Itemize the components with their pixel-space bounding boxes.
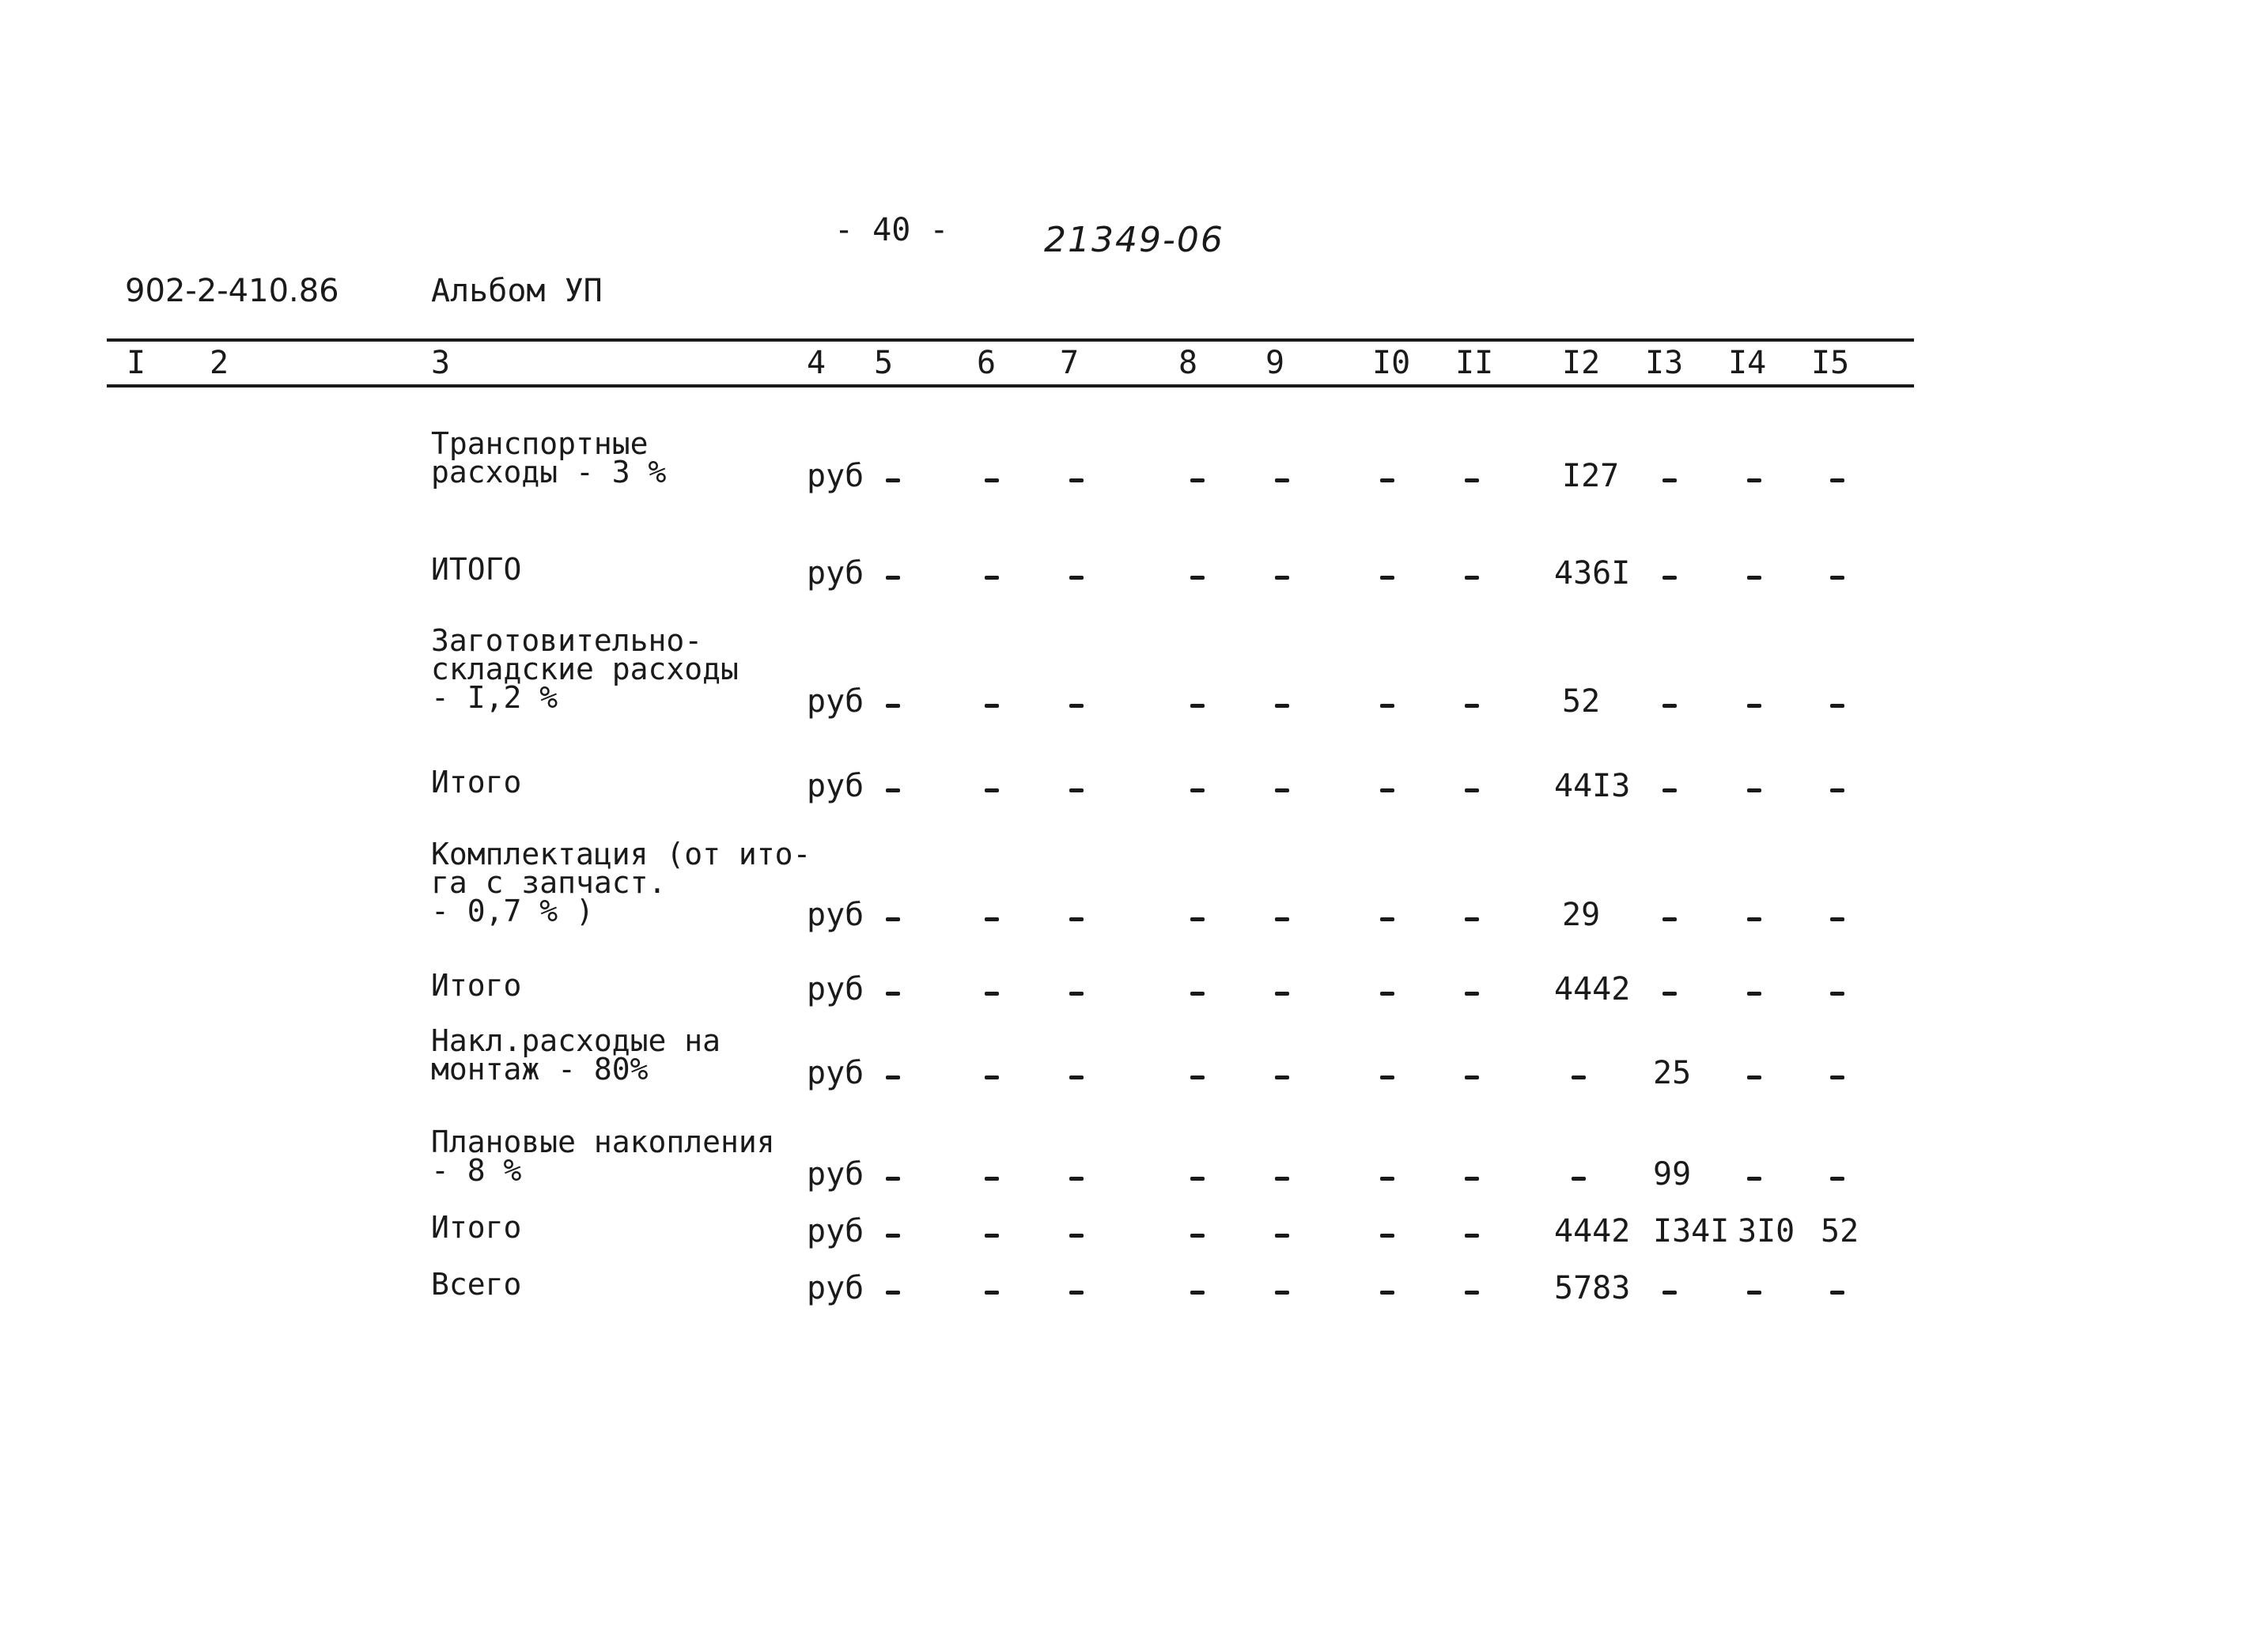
empty-cell-dash <box>1380 478 1394 482</box>
empty-cell-dash <box>1069 1076 1084 1079</box>
row-label <box>431 968 522 1003</box>
empty-cell-dash <box>1572 1177 1586 1181</box>
row-label <box>431 552 522 587</box>
empty-cell-dash <box>1830 1291 1844 1295</box>
empty-cell-dash <box>1069 576 1084 580</box>
empty-cell-dash <box>1190 992 1205 996</box>
value-c12: 436I <box>1554 555 1631 592</box>
empty-cell-dash <box>1830 576 1844 580</box>
empty-cell-dash <box>1380 917 1394 921</box>
empty-cell-dash <box>1465 576 1479 580</box>
row-label-line: - 0,7 % ) <box>431 894 594 928</box>
empty-cell-dash <box>1275 478 1289 482</box>
column-header-9: 9 <box>1265 345 1285 381</box>
row-label-line: Всего <box>431 1267 522 1302</box>
row-unit: руб <box>807 1055 864 1091</box>
column-header-8: 8 <box>1178 345 1198 381</box>
row-unit: руб <box>807 555 864 592</box>
empty-cell-dash <box>1747 1076 1761 1079</box>
empty-cell-dash <box>1380 1076 1394 1079</box>
empty-cell-dash <box>985 992 999 996</box>
empty-cell-dash <box>985 788 999 792</box>
value-c14: 3I0 <box>1738 1213 1795 1249</box>
row-unit: руб <box>807 1213 864 1249</box>
empty-cell-dash <box>1747 1291 1761 1295</box>
empty-cell-dash <box>1190 1291 1205 1295</box>
row-label-line: - 8 % <box>431 1153 522 1188</box>
value-c13: 99 <box>1653 1156 1692 1193</box>
row-label <box>431 1023 721 1087</box>
empty-cell-dash <box>1465 704 1479 708</box>
column-header-6: 6 <box>977 345 997 381</box>
empty-cell-dash <box>886 917 900 921</box>
row-label-line: расходы - 3 % <box>431 455 667 490</box>
empty-cell-dash <box>1190 1076 1205 1079</box>
column-header-12: I2 <box>1562 345 1601 381</box>
row-unit: руб <box>807 768 864 804</box>
row-label-line: Плановые накопления <box>431 1125 775 1159</box>
row-unit: руб <box>807 1156 864 1193</box>
row-label <box>431 623 739 715</box>
empty-cell-dash <box>1275 576 1289 580</box>
empty-cell-dash <box>1830 704 1844 708</box>
value-c13: 25 <box>1653 1055 1692 1091</box>
empty-cell-dash <box>1275 917 1289 921</box>
row-label <box>431 837 811 928</box>
empty-cell-dash <box>1069 478 1084 482</box>
row-label-line: Итого <box>431 1210 522 1245</box>
empty-cell-dash <box>1380 704 1394 708</box>
column-header-4: 4 <box>807 345 826 381</box>
empty-cell-dash <box>1662 1291 1677 1295</box>
empty-cell-dash <box>886 1234 900 1238</box>
empty-cell-dash <box>1380 992 1394 996</box>
value-c15: 52 <box>1821 1213 1859 1249</box>
empty-cell-dash <box>985 1177 999 1181</box>
empty-cell-dash <box>1190 576 1205 580</box>
empty-cell-dash <box>1465 1291 1479 1295</box>
value-c12: 44I3 <box>1554 768 1631 804</box>
empty-cell-dash <box>1747 704 1761 708</box>
value-c12: 29 <box>1562 897 1601 933</box>
empty-cell-dash <box>1830 478 1844 482</box>
empty-cell-dash <box>1662 576 1677 580</box>
empty-cell-dash <box>1830 1076 1844 1079</box>
empty-cell-dash <box>1190 704 1205 708</box>
value-c13: I34I <box>1653 1213 1730 1249</box>
empty-cell-dash <box>886 992 900 996</box>
empty-cell-dash <box>1465 1234 1479 1238</box>
empty-cell-dash <box>1662 992 1677 996</box>
row-unit: руб <box>807 971 864 1007</box>
row-label-line: Итого <box>431 968 522 1003</box>
empty-cell-dash <box>1747 917 1761 921</box>
empty-cell-dash <box>1275 704 1289 708</box>
empty-cell-dash <box>1275 992 1289 996</box>
column-header-1: I <box>127 345 146 381</box>
value-c12: 4442 <box>1554 1213 1631 1249</box>
row-label-line: Транспортные <box>431 426 649 461</box>
row-label-line: - I,2 % <box>431 680 558 715</box>
empty-cell-dash <box>886 704 900 708</box>
empty-cell-dash <box>1275 1076 1289 1079</box>
empty-cell-dash <box>1190 1234 1205 1238</box>
empty-cell-dash <box>985 1076 999 1079</box>
empty-cell-dash <box>1830 1177 1844 1181</box>
empty-cell-dash <box>1190 1177 1205 1181</box>
table-top-rule <box>107 338 1914 342</box>
empty-cell-dash <box>1069 992 1084 996</box>
empty-cell-dash <box>985 576 999 580</box>
empty-cell-dash <box>1069 788 1084 792</box>
empty-cell-dash <box>1275 1291 1289 1295</box>
empty-cell-dash <box>886 788 900 792</box>
row-label-line: ИТОГО <box>431 552 522 587</box>
column-header-10: I0 <box>1372 345 1411 381</box>
album-title: Альбом УП <box>431 273 603 309</box>
value-c12: I27 <box>1562 458 1620 494</box>
empty-cell-dash <box>1380 576 1394 580</box>
empty-cell-dash <box>886 478 900 482</box>
row-label-line: Комплектация (от ито- <box>431 837 811 871</box>
column-header-11: II <box>1455 345 1494 381</box>
empty-cell-dash <box>1190 788 1205 792</box>
empty-cell-dash <box>985 917 999 921</box>
empty-cell-dash <box>1830 917 1844 921</box>
empty-cell-dash <box>1572 1076 1586 1079</box>
row-label-line: монтаж - 80% <box>431 1052 649 1087</box>
table-header-rule <box>107 384 1914 387</box>
empty-cell-dash <box>1747 478 1761 482</box>
empty-cell-dash <box>1380 1177 1394 1181</box>
column-header-5: 5 <box>874 345 894 381</box>
page-number: - 40 - <box>834 212 949 248</box>
row-label <box>431 765 522 800</box>
empty-cell-dash <box>985 1234 999 1238</box>
row-unit: руб <box>807 458 864 494</box>
empty-cell-dash <box>1069 1234 1084 1238</box>
empty-cell-dash <box>1747 576 1761 580</box>
empty-cell-dash <box>1069 1177 1084 1181</box>
row-label <box>431 1267 522 1302</box>
row-label-line: Итого <box>431 765 522 800</box>
row-unit: руб <box>807 897 864 933</box>
empty-cell-dash <box>1662 788 1677 792</box>
empty-cell-dash <box>1465 917 1479 921</box>
empty-cell-dash <box>1190 478 1205 482</box>
empty-cell-dash <box>1069 704 1084 708</box>
empty-cell-dash <box>1830 992 1844 996</box>
empty-cell-dash <box>1747 992 1761 996</box>
row-unit: руб <box>807 1270 864 1306</box>
column-header-3: 3 <box>431 345 451 381</box>
value-c12: 52 <box>1562 683 1601 720</box>
empty-cell-dash <box>1190 917 1205 921</box>
empty-cell-dash <box>1662 478 1677 482</box>
row-label-line: га с запчаст. <box>431 865 667 900</box>
row-label-line: Заготовительно- <box>431 623 703 658</box>
empty-cell-dash <box>1275 788 1289 792</box>
empty-cell-dash <box>1465 992 1479 996</box>
empty-cell-dash <box>1380 788 1394 792</box>
empty-cell-dash <box>985 478 999 482</box>
row-label-line: Накл.расходые на <box>431 1023 721 1058</box>
empty-cell-dash <box>886 1291 900 1295</box>
empty-cell-dash <box>886 576 900 580</box>
column-header-7: 7 <box>1060 345 1080 381</box>
document-code: 21349-06 <box>1044 220 1224 260</box>
column-header-14: I4 <box>1728 345 1767 381</box>
empty-cell-dash <box>1275 1177 1289 1181</box>
empty-cell-dash <box>1069 917 1084 921</box>
empty-cell-dash <box>985 704 999 708</box>
column-header-13: I3 <box>1645 345 1684 381</box>
row-label <box>431 1125 775 1188</box>
empty-cell-dash <box>985 1291 999 1295</box>
value-c12: 5783 <box>1554 1270 1631 1306</box>
empty-cell-dash <box>1275 1234 1289 1238</box>
document-reference: 902-2-410.86 <box>125 273 339 309</box>
row-unit: руб <box>807 683 864 720</box>
row-label <box>431 1210 522 1245</box>
empty-cell-dash <box>1747 788 1761 792</box>
empty-cell-dash <box>1069 1291 1084 1295</box>
empty-cell-dash <box>1465 478 1479 482</box>
row-label-line: складские расходы <box>431 652 739 686</box>
empty-cell-dash <box>1830 788 1844 792</box>
empty-cell-dash <box>1380 1291 1394 1295</box>
row-label <box>431 426 667 490</box>
empty-cell-dash <box>886 1076 900 1079</box>
empty-cell-dash <box>1380 1234 1394 1238</box>
empty-cell-dash <box>1465 788 1479 792</box>
empty-cell-dash <box>1747 1177 1761 1181</box>
empty-cell-dash <box>1465 1177 1479 1181</box>
value-c12: 4442 <box>1554 971 1631 1007</box>
column-header-15: I5 <box>1811 345 1850 381</box>
empty-cell-dash <box>1465 1076 1479 1079</box>
empty-cell-dash <box>886 1177 900 1181</box>
empty-cell-dash <box>1662 917 1677 921</box>
column-header-2: 2 <box>210 345 229 381</box>
empty-cell-dash <box>1662 704 1677 708</box>
